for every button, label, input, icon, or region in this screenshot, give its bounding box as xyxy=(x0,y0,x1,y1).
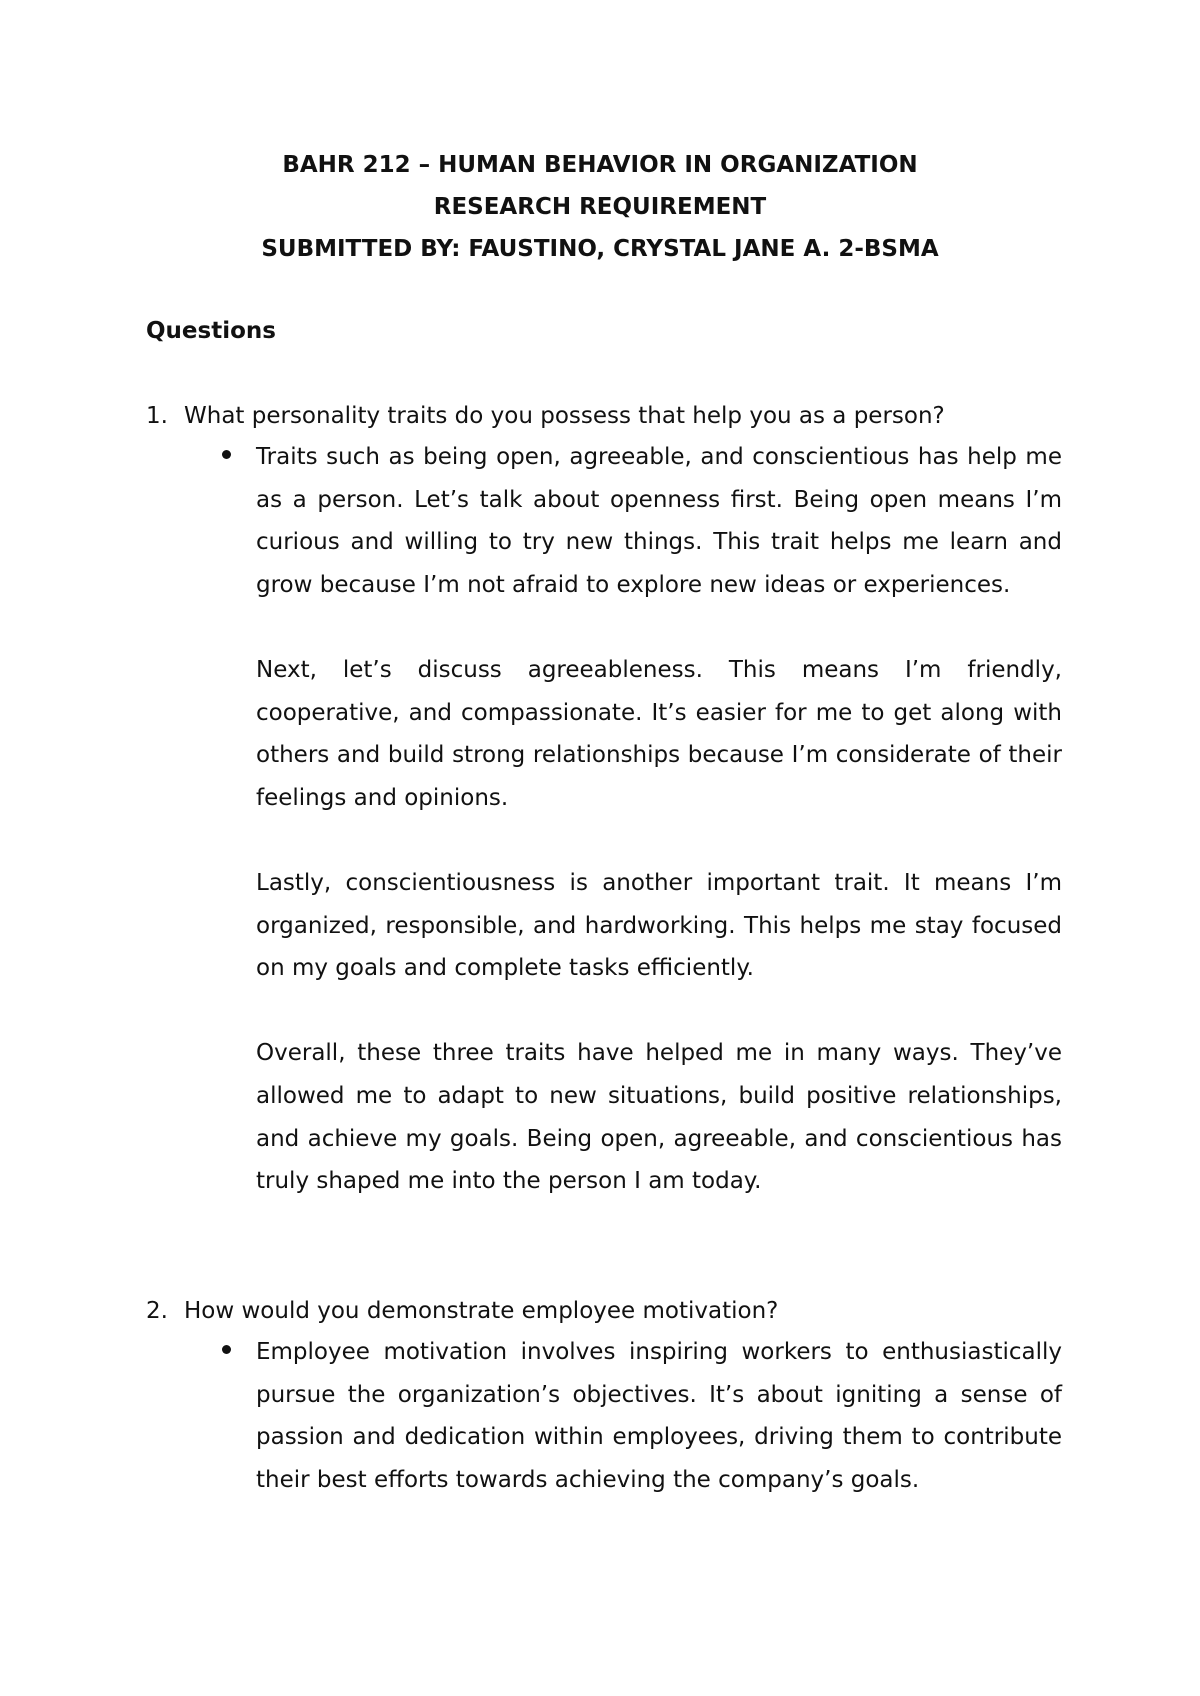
question-2 xyxy=(146,1296,778,1326)
question-text: How would you demonstrate employee motivation? xyxy=(184,1298,779,1324)
question-1 xyxy=(146,401,945,431)
question-text: What personality traits do you possess that help you as a person? xyxy=(184,403,945,429)
bullet-icon xyxy=(222,1345,231,1354)
question-number: 1. xyxy=(146,403,168,429)
bullet-icon xyxy=(222,450,231,459)
answer-2 xyxy=(256,1331,1062,1501)
document-header xyxy=(0,144,1200,270)
answer-paragraph: Lastly, conscientiousness is another important trait. It means I’m organized, responsible, and hardworking. This helps me stay focused on my goals and complete tasks efficiently. xyxy=(256,869,1062,982)
questions-heading: Questions xyxy=(146,318,276,344)
answer-paragraph: Overall, these three traits have helped me in many ways. They’ve allowed me to adapt to new situations, build positive relationships, and achieve my goals. Being open, agreeable, and conscientious has truly shaped me into the person I am today. xyxy=(256,1040,1062,1195)
answer-paragraph: Employee motivation involves inspiring workers to enthusiastically pursue the organization’s objectives. It’s about igniting a sense of passion and dedication within employees, driving them to contribute their best efforts towards achieving the company’s goals. xyxy=(256,1339,1062,1493)
question-number: 2. xyxy=(146,1298,168,1324)
answer-paragraph: Next, let’s discuss agreeableness. This means I’m friendly, cooperative, and compassionate. It’s easier for me to get along with others and build strong relationships because I’m considerate of their feelings and opinions. xyxy=(256,656,1062,811)
requirement-title: RESEARCH REQUIREMENT xyxy=(433,194,767,220)
submitted-by: SUBMITTED BY: FAUSTINO, CRYSTAL JANE A. 2-BSMA xyxy=(261,236,939,262)
answer-1 xyxy=(256,436,1062,1203)
answer-paragraph: Traits such as being open, agreeable, and conscientious has help me as a person. Let’s talk about openness first. Being open means I’m curious and willing to try new things. This trait helps me learn and grow because I’m not afraid to explore new ideas or experiences. xyxy=(256,444,1062,598)
course-title: BAHR 212 – HUMAN BEHAVIOR IN ORGANIZATION xyxy=(282,152,918,178)
